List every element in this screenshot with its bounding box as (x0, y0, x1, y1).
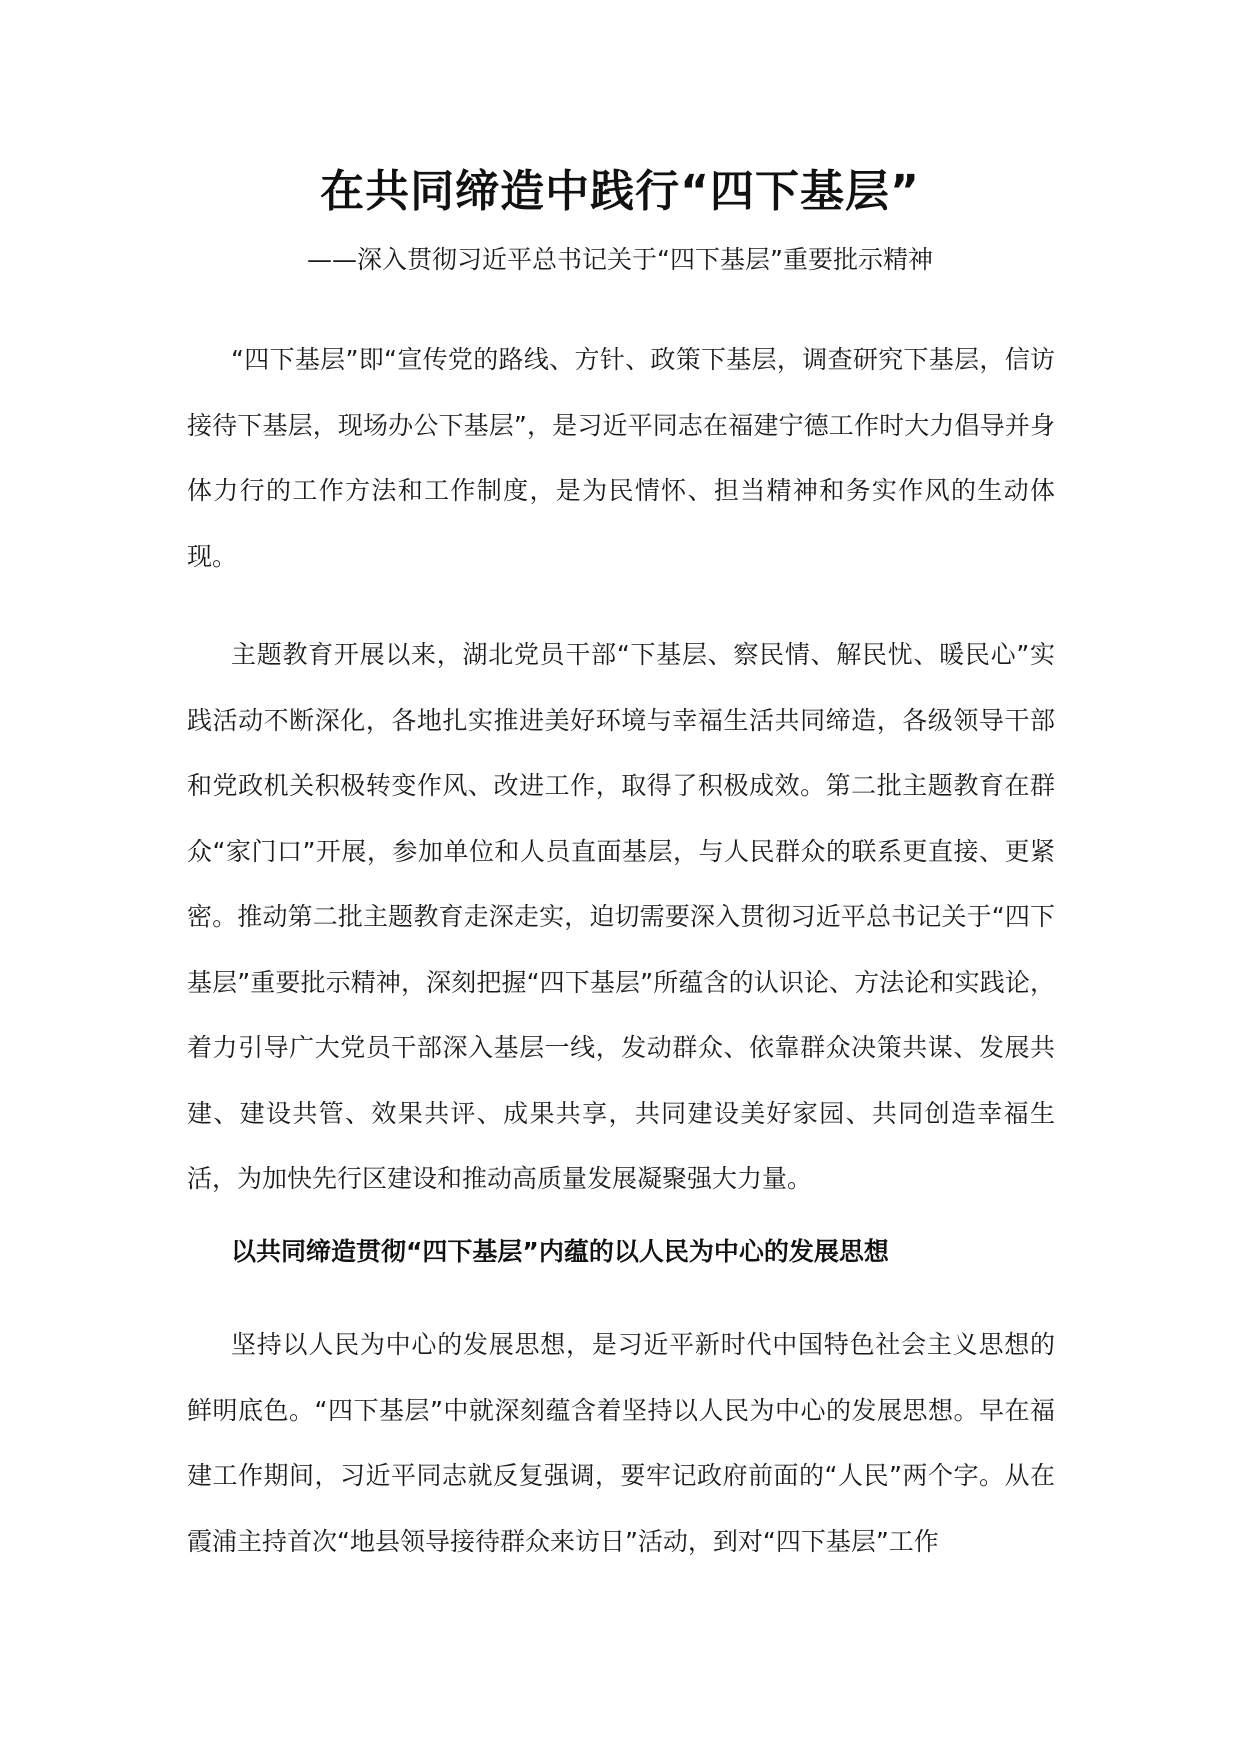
document-title: 在共同缔造中践行“四下基层” (320, 166, 920, 217)
paragraph-intro: “四下基层”即“宣传党的路线、方针、政策下基层，调查研究下基层，信访接待下基层，现场办公下基层”，是习近平同志在福建宁德工作时大力倡导并身体力行的工作方法和工作制度，是为民情怀、担当精神和务实作风的生动体现。 (187, 345, 1055, 571)
section-heading: 以共同缔造贯彻“四下基层”内蕴的以人民为中心的发展思想 (231, 1237, 889, 1266)
paragraph-people-centered: 坚持以人民为中心的发展思想，是习近平新时代中国特色社会主义思想的鲜明底色。“四下基层”中就深刻蕴含着坚持以人民为中心的发展思想。早在福建工作期间，习近平同志就反复强调，要牢记政府前面的“人民”两个字。从在霞浦主持首次“地县领导接待群众来访日”活动，到对“四下基层”工作 (187, 1330, 1055, 1556)
document-subtitle: ——深入贯彻习近平总书记关于“四下基层”重要批示精神 (307, 245, 933, 274)
paragraph-theme-education: 主题教育开展以来，湖北党员干部“下基层、察民情、解民忧、暖民心”实践活动不断深化，各地扎实推进美好环境与幸福生活共同缔造，各级领导干部和党政机关积极转变作风、改进工作，取得了积极成效。第二批主题教育在群众“家门口”开展，参加单位和人员直面基层，与人民群众的联系更直接、更紧密。推动第二批主题教育走深走实，迫切需要深入贯彻习近平总书记关于“四下基层”重要批示精神，深刻把握“四下基层”所蕴含的认识论、方法论和实践论，着力引导广大党员干部深入基层一线，发动群众、依靠群众决策共谋、发展共建、建设共管、效果共评、成果共享，共同建设美好家园、共同创造幸福生活，为加快先行区建设和推动高质量发展凝聚强大力量。 (187, 640, 1055, 1193)
